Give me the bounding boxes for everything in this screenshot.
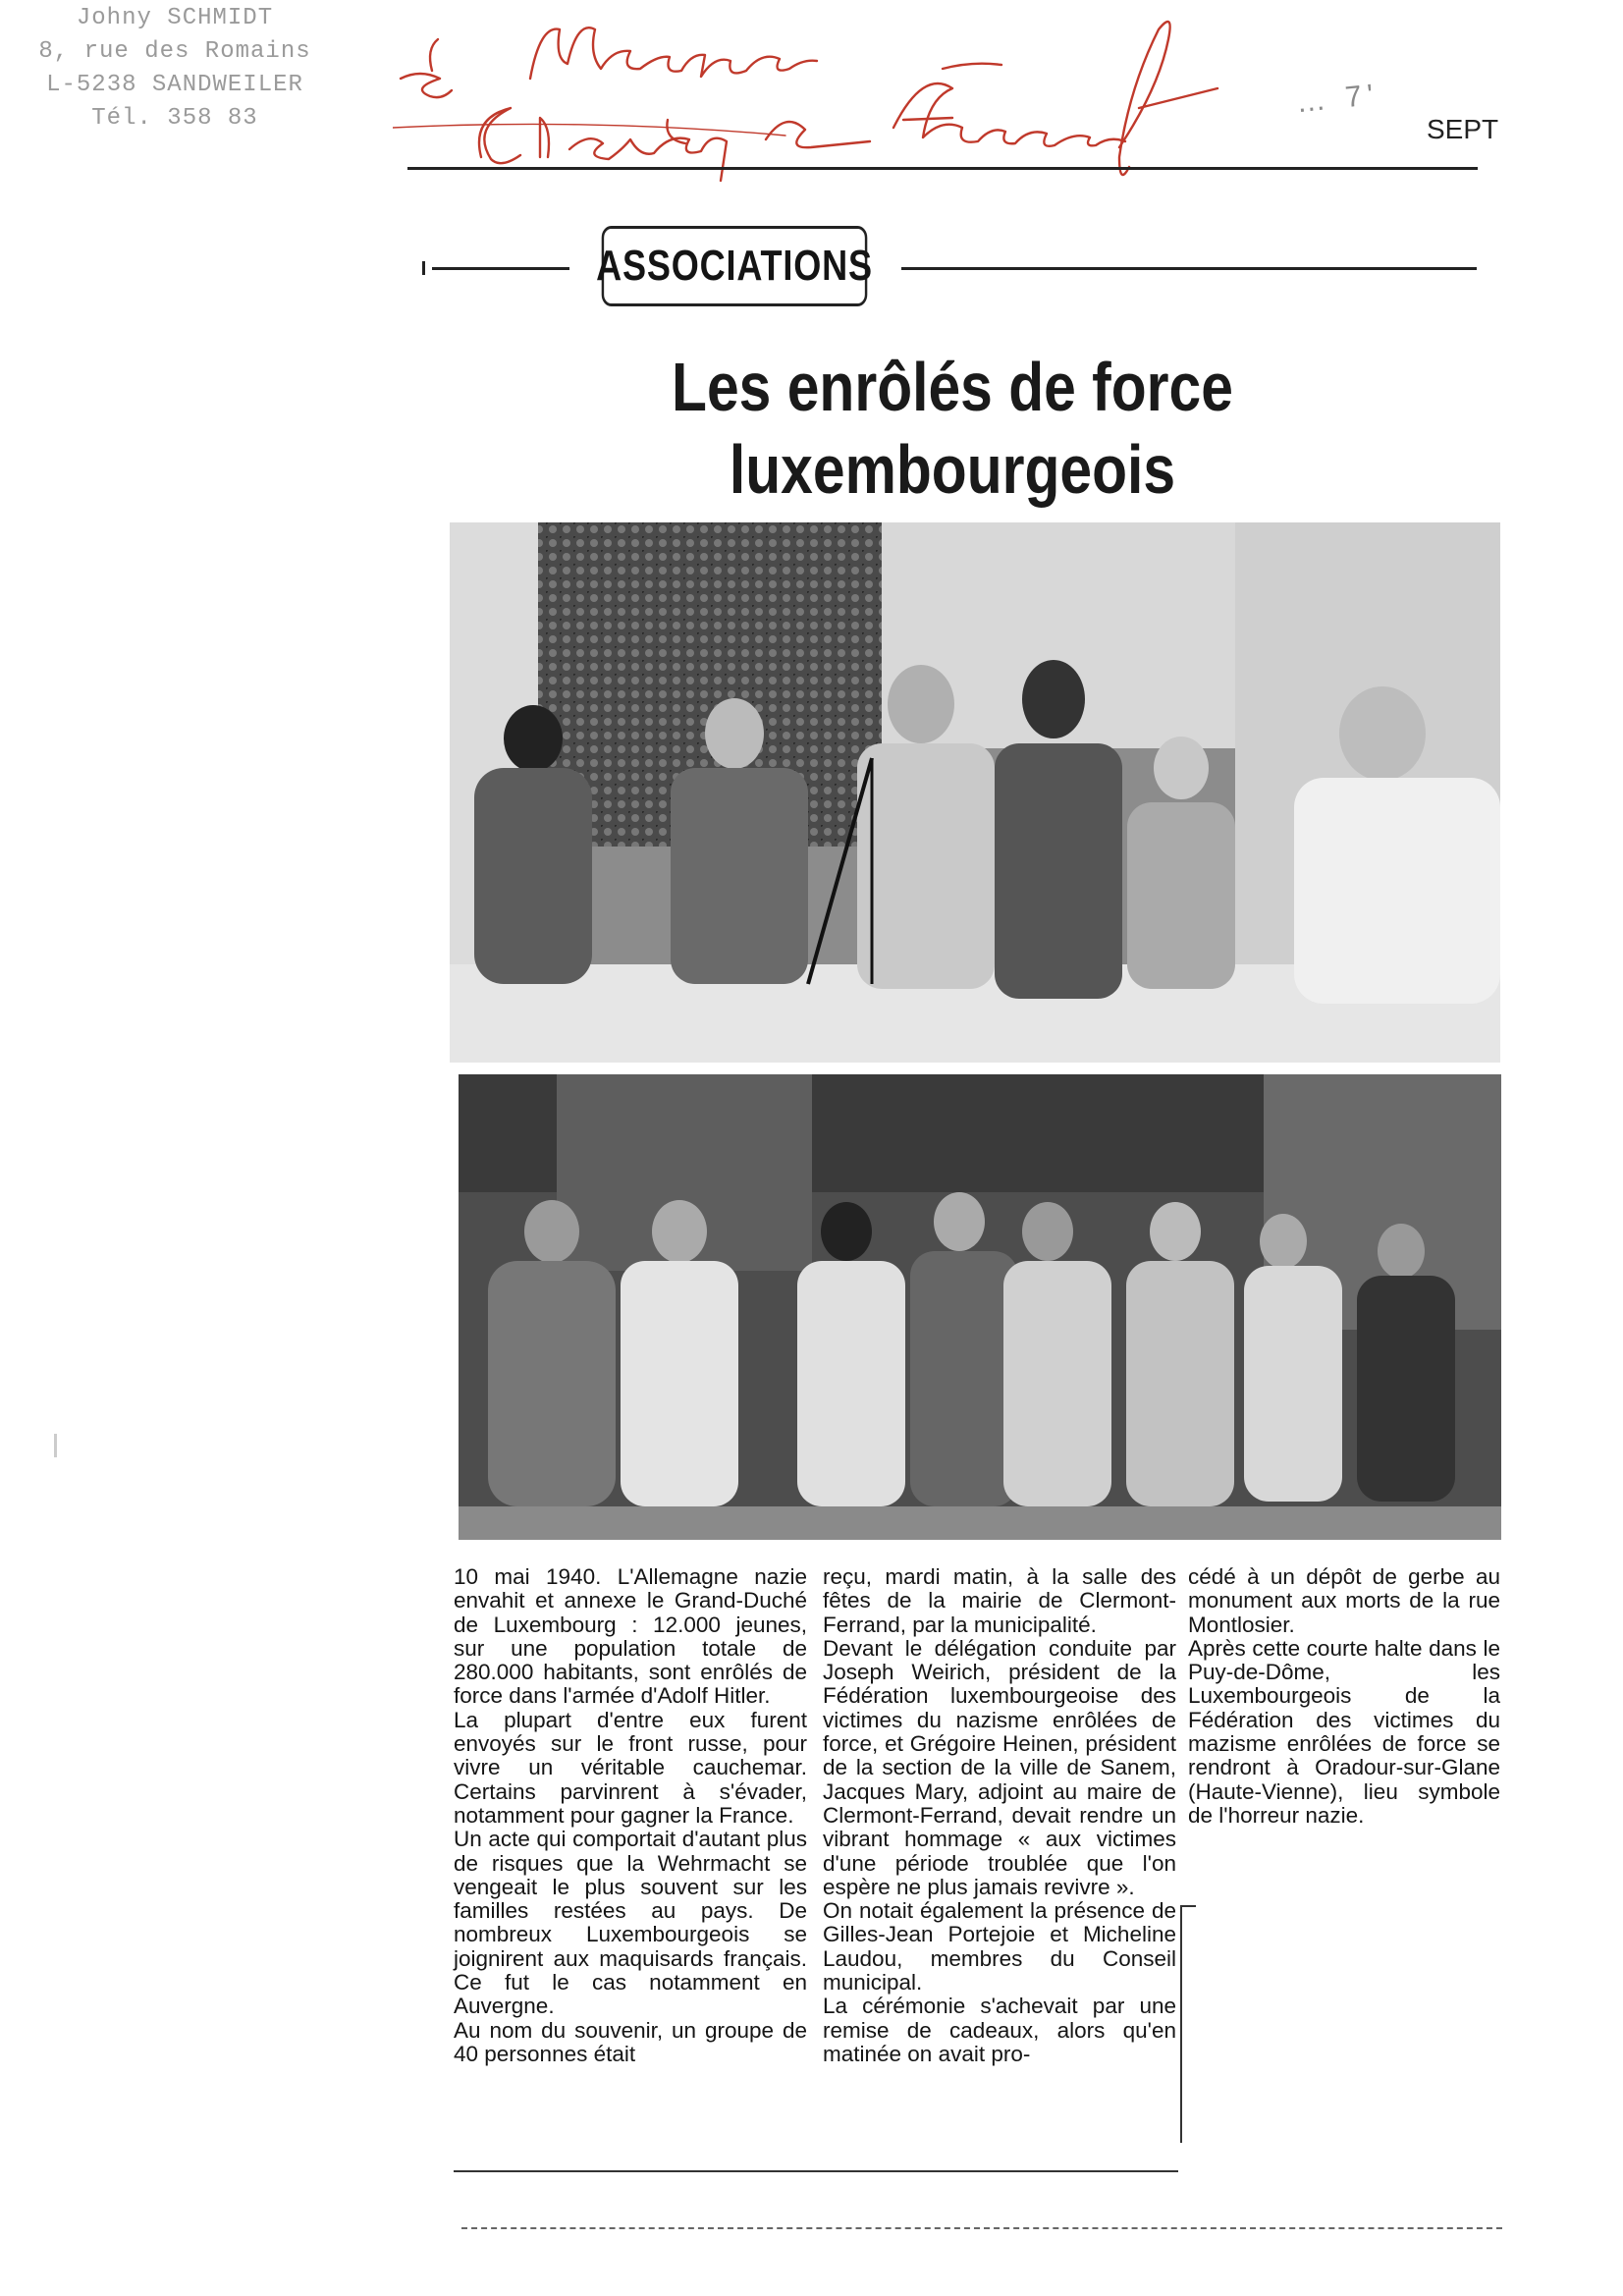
month-label: SEPT — [1427, 114, 1499, 144]
stamp-name: Johny SCHMIDT — [76, 5, 274, 31]
headline-line-1: Les enrôlés de force luxembourgeois — [672, 349, 1233, 508]
photo-crowd — [459, 1074, 1501, 1540]
column-bracket — [1180, 1905, 1196, 2143]
scan-speck — [54, 1434, 57, 1457]
article-column-3: cédé à un dépôt de gerbe au monument aux morts de la rue Montlosier. Après cette courte halte dans le Puy-de-Dôme, les Luxembourgeois de la Fédération des victimes du mazisme enrôlées de force se rendront à Oradour-sur-Glane (Haute-Vienne), lieu symbole de l'horreur nazie. — [1188, 1564, 1500, 1828]
stamp-street: 8, rue des Romains — [38, 38, 311, 65]
section-label: ASSOCIATIONS — [602, 226, 868, 306]
photo-officials — [450, 522, 1500, 1063]
section-rule-right — [901, 267, 1477, 270]
photo-crowd-image — [459, 1074, 1501, 1540]
section-rule-left — [432, 267, 569, 270]
article-bottom-rule — [454, 2170, 1178, 2172]
header-rule — [407, 167, 1478, 170]
photo-officials-image — [450, 522, 1500, 1063]
page-bottom-rule — [461, 2227, 1502, 2229]
date-mark: … 7' — [1294, 78, 1381, 120]
article-column-2: reçu, mardi matin, à la salle des fêtes de la mairie de Clermont-Ferrand, par la municipalité. Devant le délégation conduite par Joseph Weirich, président de la Fédération luxembourgeoise des victimes du nazisme enrôlées de force, et Grégoire Heinen, président de la section de la ville de Sanem, Jacques Mary, adjoint au maire de Clermont-Ferrand, devait rendre un vibrant hommage « aux victimes d'une période troublée que l'on espère ne plus jamais revivre ». On notait également la présence de Gilles-Jean Portejoie et Micheline Laudou, membres du Conseil municipal. La cérémonie s'achevait par une remise de cadeaux, alors qu'en matinée on avait pro- — [823, 1564, 1176, 2066]
article-column-1: 10 mai 1940. L'Allemagne nazie envahit et annexe le Grand-Duché de Luxembourg : 12.000 jeunes, sur une population totale de 280.000 habitants, sont enrôlés de force dans l'armée d'Adolf Hitler. La plupart d'entre eux furent envoyés sur le front russe, pour vivre un véritable cauchemar. Certains parvinrent à s'évader, notamment pour gagner la France. Un acte qui comportait d'autant plus de risques que la Wehrmacht se vengeait le plus souvent sur les familles restées au pays. De nombreux Luxembourgeois se joignirent aux maquisards français. Ce fut le cas notamment en Auvergne. Au nom du souvenir, un groupe de 40 personnes était — [454, 1564, 807, 2066]
stamp-city: L-5238 SANDWEILER — [46, 72, 303, 98]
handwritten-source-note — [393, 10, 1276, 206]
section-tick — [422, 261, 425, 275]
stamp-phone: Tél. 358 83 — [91, 105, 258, 132]
sender-stamp — [8, 2, 342, 136]
